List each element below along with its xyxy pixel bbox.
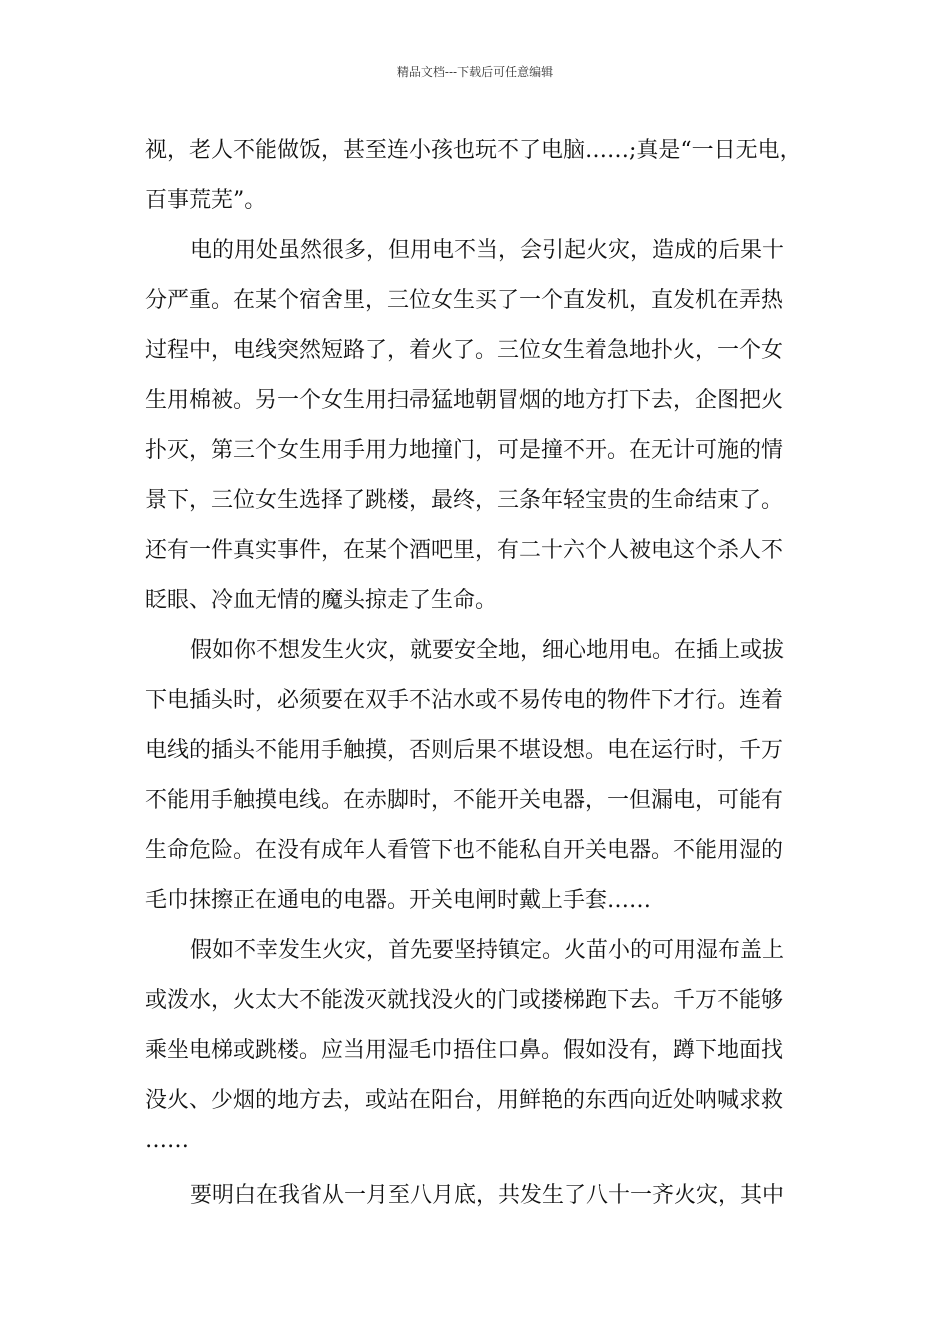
text-line: 视，老人不能做饭，甚至连小孩也玩不了电脑……;真是“一日无电，: [145, 138, 802, 163]
text-line: 假如不幸发生火灾，首先要坚持镇定。火苗小的可用湿布盖上: [190, 938, 785, 963]
page-header: 精品文档---下载后可任意编辑: [396, 65, 554, 79]
text-line: 下电插头时，必须要在双手不沾水或不易传电的物件下才行。连着: [145, 688, 784, 713]
text-line: 生命危险。在没有成年人看管下也不能私自开关电器。不能用湿的: [145, 838, 784, 863]
text-line: 或泼水，火太大不能泼灭就找没火的门或搂梯跑下去。千万不能够: [145, 988, 784, 1013]
text-line: 电线的插头不能用手触摸，否则后果不堪设想。电在运行时，千万: [145, 738, 784, 763]
text-line: 乘坐电梯或跳楼。应当用湿毛巾捂住口鼻。假如没有，蹲下地面找: [145, 1038, 784, 1063]
text-line: 生用棉被。另一个女生用扫帚猛地朝冒烟的地方打下去，企图把火: [145, 388, 784, 413]
text-line: 假如你不想发生火灾，就要安全地，细心地用电。在插上或拔: [190, 638, 785, 663]
text-line: 百事荒芜”。: [145, 188, 267, 213]
text-line: 扑灭，第三个女生用手用力地撞门，可是撞不开。在无计可施的情: [145, 438, 784, 463]
text-line: 眨眼、冷血无情的魔头掠走了生命。: [145, 588, 498, 613]
text-line: 不能用手触摸电线。在赤脚时，不能开关电器，一但漏电，可能有: [145, 788, 784, 813]
text-line: 景下，三位女生选择了跳楼，最终，三条年轻宝贵的生命结束了。: [145, 488, 784, 513]
text-line: 分严重。在某个宿舍里，三位女生买了一个直发机，直发机在弄热: [145, 288, 784, 313]
text-line: 电的用处虽然很多，但用电不当，会引起火灾，造成的后果十: [190, 238, 785, 263]
text-line: 还有一件真实事件，在某个酒吧里，有二十六个人被电这个杀人不: [145, 538, 784, 563]
text-line: 过程中，电线突然短路了，着火了。三位女生着急地扑火，一个女: [145, 338, 784, 363]
text-line: 要明白在我省从一月至八月底，共发生了八十一齐火灾，其中: [190, 1183, 785, 1208]
text-line: ……: [145, 1128, 189, 1153]
text-line: 毛巾抹擦正在通电的电器。开关电闸时戴上手套……: [145, 888, 652, 913]
text-line: 没火、少烟的地方去，或站在阳台，用鲜艳的东西向近处呐喊求救: [145, 1088, 784, 1113]
